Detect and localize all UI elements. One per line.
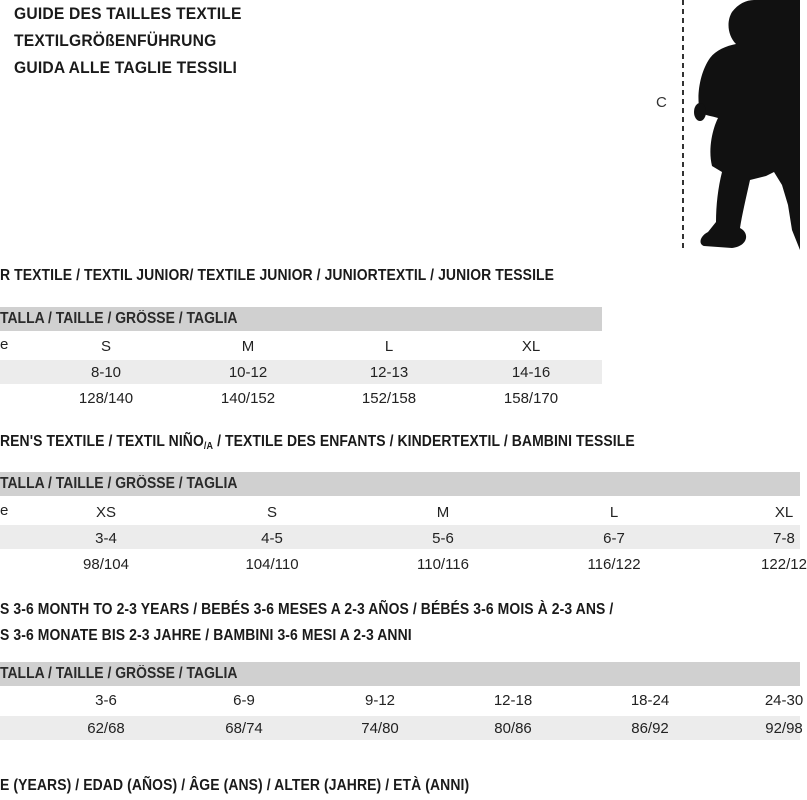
junior-height-cell: 128/140 [78, 390, 134, 407]
babies-height-cell: 86/92 [631, 720, 669, 737]
children-row-label: e [0, 502, 9, 519]
junior-age-cell: 14-16 [511, 364, 551, 381]
junior-height-cell: 140/152 [220, 390, 276, 407]
babies-height-cell: 62/68 [87, 720, 125, 737]
children-size-cell: L [609, 504, 619, 521]
children-heading-sub: /A [203, 441, 214, 452]
babies-height-cell: 74/80 [361, 720, 399, 737]
junior-age-cell: 12-13 [369, 364, 409, 381]
junior-age-cell: 8-10 [90, 364, 122, 381]
babies-size-cell: 6-9 [233, 692, 255, 709]
age-footer-heading: E (YEARS) / EDAD (AÑOS) / ÂGE (ANS) / ALTER (JAHRE) / ETÀ (ANNI) [0, 777, 470, 794]
junior-band-label: TALLA / TAILLE / GRÖSSE / TAGLIA [0, 310, 238, 327]
babies-size-cell: 9-12 [364, 692, 396, 709]
children-height-cell: 104/110 [245, 556, 299, 573]
babies-height-cell: 80/86 [494, 720, 532, 737]
junior-age-cell: 10-12 [228, 364, 268, 381]
children-age-cell: 4-5 [261, 530, 283, 547]
children-size-band [0, 472, 800, 496]
measure-label: C [656, 94, 667, 111]
children-age-cell: 6-7 [603, 530, 625, 547]
children-size-cell: XL [774, 504, 794, 521]
children-height-cell: 98/104 [83, 556, 129, 573]
children-age-cell: 5-6 [432, 530, 454, 547]
children-band-label: TALLA / TAILLE / GRÖSSE / TAGLIA [0, 475, 238, 492]
children-age-cell: 3-4 [95, 530, 117, 547]
children-age-row-bg [0, 525, 800, 549]
children-height-cell: 116/122 [587, 556, 641, 573]
babies-band-label: TALLA / TAILLE / GRÖSSE / TAGLIA [0, 665, 238, 682]
babies-size-cell: 3-6 [95, 692, 117, 709]
children-size-cell: S [266, 504, 278, 521]
babies-height-cell: 68/74 [225, 720, 263, 737]
guide-title-de: TEXTILGRÖßENFÜHRUNG [14, 31, 217, 50]
children-size-cell: XS [95, 504, 117, 521]
child-silhouette-icon [670, 0, 800, 260]
junior-size-band [0, 307, 602, 331]
junior-row-label: e [0, 336, 9, 353]
babies-heading-line2: S 3-6 MONATE BIS 2-3 JAHRE / BAMBINI 3-6 MESI A 2-3 ANNI [0, 627, 412, 644]
babies-size-band [0, 662, 800, 686]
junior-size-cell: XL [521, 338, 541, 355]
junior-size-cell: M [241, 338, 255, 355]
junior-heading: R TEXTILE / TEXTIL JUNIOR/ TEXTILE JUNIOR / JUNIORTEXTIL / JUNIOR TESSILE [0, 267, 555, 284]
junior-height-cell: 158/170 [503, 390, 559, 407]
guide-title-it: GUIDA ALLE TAGLIE TESSILI [14, 58, 237, 77]
guide-title-fr: GUIDE DES TAILLES TEXTILE [14, 4, 242, 23]
children-height-cell: 110/116 [417, 556, 469, 573]
children-height-cell: 122/12 [761, 556, 807, 573]
babies-size-cell: 18-24 [630, 692, 670, 709]
babies-heading-line1: S 3-6 MONTH TO 2-3 YEARS / BEBÉS 3-6 MESES A 2-3 AÑOS / BÉBÉS 3-6 MOIS À 2-3 ANS / [0, 601, 614, 618]
children-heading: REN'S TEXTILE / TEXTIL NIÑO/A / TEXTILE DES ENFANTS / KINDERTEXTIL / BAMBINI TESSILE [0, 433, 635, 452]
children-size-cell: M [436, 504, 450, 521]
junior-height-cell: 152/158 [361, 390, 417, 407]
babies-size-cell: 12-18 [493, 692, 533, 709]
babies-size-cell: 24-30 [764, 692, 804, 709]
junior-size-cell: S [100, 338, 112, 355]
junior-size-cell: L [384, 338, 394, 355]
children-age-cell: 7-8 [773, 530, 795, 547]
babies-height-cell: 92/98 [765, 720, 803, 737]
